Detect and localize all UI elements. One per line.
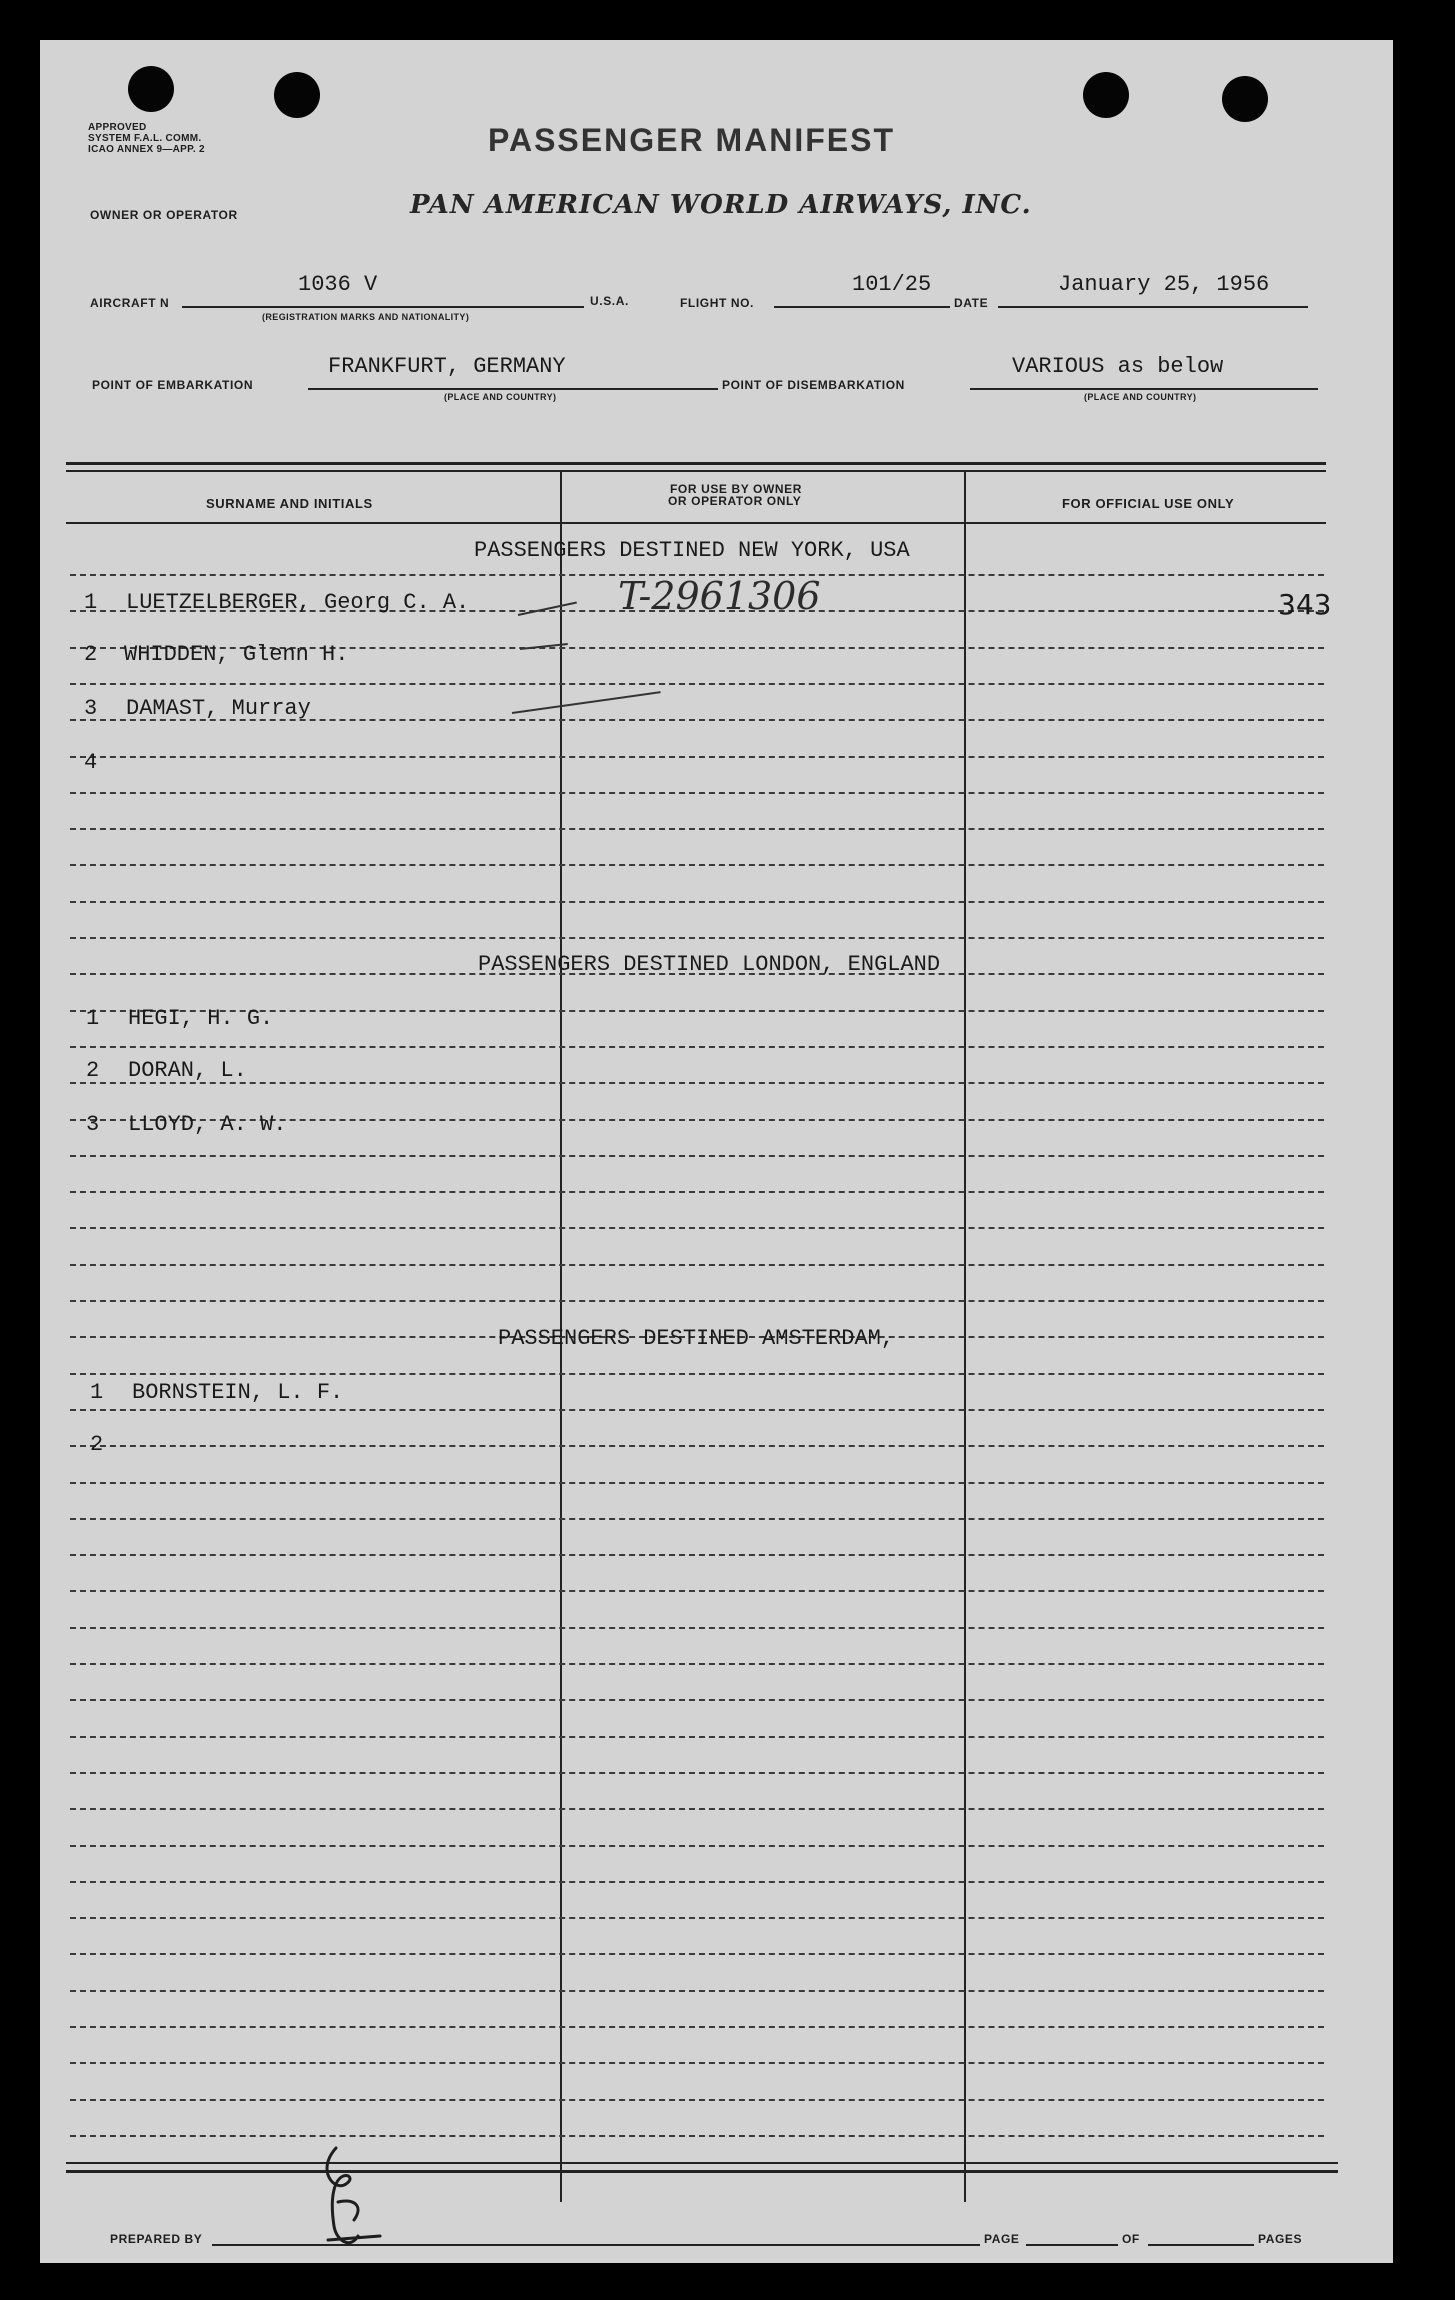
ruled-line — [70, 1699, 1324, 1701]
passenger-name: DAMAST, Murray — [126, 696, 311, 721]
column-header-surname: SURNAME AND INITIALS — [206, 496, 373, 511]
column-header-owner-use-2: OR OPERATOR ONLY — [668, 494, 802, 508]
ruled-line — [70, 1772, 1324, 1774]
pages-label: PAGES — [1258, 2232, 1303, 2246]
passenger-name: DORAN, L. — [128, 1058, 247, 1083]
form-title: PASSENGER MANIFEST — [488, 122, 895, 158]
section-london: PASSENGERS DESTINED LONDON, ENGLAND — [478, 952, 941, 977]
passenger-number: 2 — [86, 1058, 100, 1083]
embarkation-value: FRANKFURT, GERMANY — [328, 354, 566, 379]
ruled-line — [70, 1590, 1324, 1592]
page-label: PAGE — [984, 2232, 1020, 2246]
ruled-line — [70, 1990, 1324, 1992]
ruled-line — [70, 1300, 1324, 1302]
ruled-line — [70, 1663, 1324, 1665]
passenger-name: WHIDDEN, Glenn H. — [124, 642, 349, 667]
ruled-line — [70, 1554, 1324, 1556]
ruled-line — [70, 1482, 1324, 1484]
ruled-line — [70, 2099, 1324, 2101]
ruled-line — [70, 1373, 1324, 1375]
ruled-line — [70, 1953, 1324, 1955]
passenger-number: 2 — [84, 642, 98, 667]
ruled-line — [70, 1046, 1324, 1048]
ruled-line — [70, 2062, 1324, 2064]
passenger-number: 1 — [90, 1380, 104, 1405]
ruled-line — [70, 1191, 1324, 1193]
ruled-line — [70, 901, 1324, 903]
passenger-name: LUETZELBERGER, Georg C. A. — [126, 590, 470, 615]
date-value: January 25, 1956 — [1058, 272, 1270, 297]
ruled-line — [70, 1227, 1324, 1229]
usa-label: U.S.A. — [590, 294, 629, 308]
ruled-line — [70, 2026, 1324, 2028]
flight-label: FLIGHT NO. — [680, 296, 754, 310]
ruled-line — [70, 828, 1324, 830]
section-new-york: PASSENGERS DESTINED NEW YORK, USA — [474, 538, 910, 563]
ruled-line — [70, 937, 1324, 939]
disembarkation-value: VARIOUS as below — [1012, 354, 1224, 379]
binder-hole — [1083, 72, 1129, 118]
ruled-line — [70, 1155, 1324, 1157]
approval-line-1: APPROVED — [88, 122, 147, 133]
owner-label: OWNER OR OPERATOR — [90, 208, 238, 222]
company-name: PAN AMERICAN WORLD AIRWAYS, INC. — [410, 190, 1032, 220]
ruled-line — [70, 1264, 1324, 1266]
passenger-number: 1 — [86, 1006, 100, 1031]
ruled-line — [70, 1808, 1324, 1810]
passenger-name: LLOYD, A. W. — [128, 1112, 287, 1137]
ruled-line — [70, 1518, 1324, 1520]
passenger-number: 3 — [84, 696, 98, 721]
aircraft-value: 1036 V — [298, 272, 378, 297]
flight-value: 101/25 — [852, 272, 932, 297]
approval-line-3: ICAO ANNEX 9—APP. 2 — [88, 144, 205, 155]
binder-hole — [274, 72, 320, 118]
of-label: OF — [1122, 2232, 1140, 2246]
date-label: DATE — [954, 296, 989, 310]
registration-sublabel: (REGISTRATION MARKS AND NATIONALITY) — [262, 312, 470, 322]
binder-hole — [1222, 76, 1268, 122]
check-mark — [512, 691, 661, 714]
approval-line-2: SYSTEM F.A.L. COMM. — [88, 133, 202, 144]
ruled-line — [70, 792, 1324, 794]
ruled-line — [70, 1917, 1324, 1919]
passenger-name: BORNSTEIN, L. F. — [132, 1380, 344, 1405]
passenger-number: 1 — [84, 590, 98, 615]
ticket-number: T-2961306 — [618, 574, 821, 618]
check-mark — [518, 602, 577, 616]
ruled-line — [70, 756, 1324, 758]
passenger-number: 2 — [90, 1432, 104, 1457]
embarkation-label: POINT OF EMBARKATION — [92, 378, 254, 392]
ruled-line — [70, 2135, 1324, 2137]
column-header-owner-use-1: FOR USE BY OWNER — [670, 482, 803, 496]
ruled-line — [70, 1881, 1324, 1883]
official-number: 343 — [1278, 588, 1332, 621]
ruled-line — [70, 683, 1324, 685]
ruled-line — [70, 1627, 1324, 1629]
embarkation-place-sublabel: (PLACE AND COUNTRY) — [444, 392, 557, 402]
ruled-line — [70, 1736, 1324, 1738]
passenger-number: 3 — [86, 1112, 100, 1137]
ruled-line — [70, 1445, 1324, 1447]
ruled-line — [70, 1845, 1324, 1847]
signature-initials — [310, 2140, 410, 2260]
prepared-by-label: PREPARED BY — [110, 2232, 203, 2246]
ruled-line — [70, 1082, 1324, 1084]
binder-hole — [128, 66, 174, 112]
manifest-sheet — [40, 40, 1393, 2263]
passenger-name: HEGI, H. G. — [128, 1006, 274, 1031]
aircraft-label: AIRCRAFT N — [90, 296, 170, 310]
disembarkation-label: POINT OF DISEMBARKATION — [722, 378, 905, 392]
disembarkation-place-sublabel: (PLACE AND COUNTRY) — [1084, 392, 1197, 402]
section-amsterdam: PASSENGERS DESTINED AMSTERDAM, — [498, 1326, 895, 1351]
ruled-line — [70, 1409, 1324, 1411]
column-header-official: FOR OFFICIAL USE ONLY — [1062, 496, 1235, 511]
passenger-number: 4 — [84, 750, 98, 775]
ruled-line — [70, 864, 1324, 866]
